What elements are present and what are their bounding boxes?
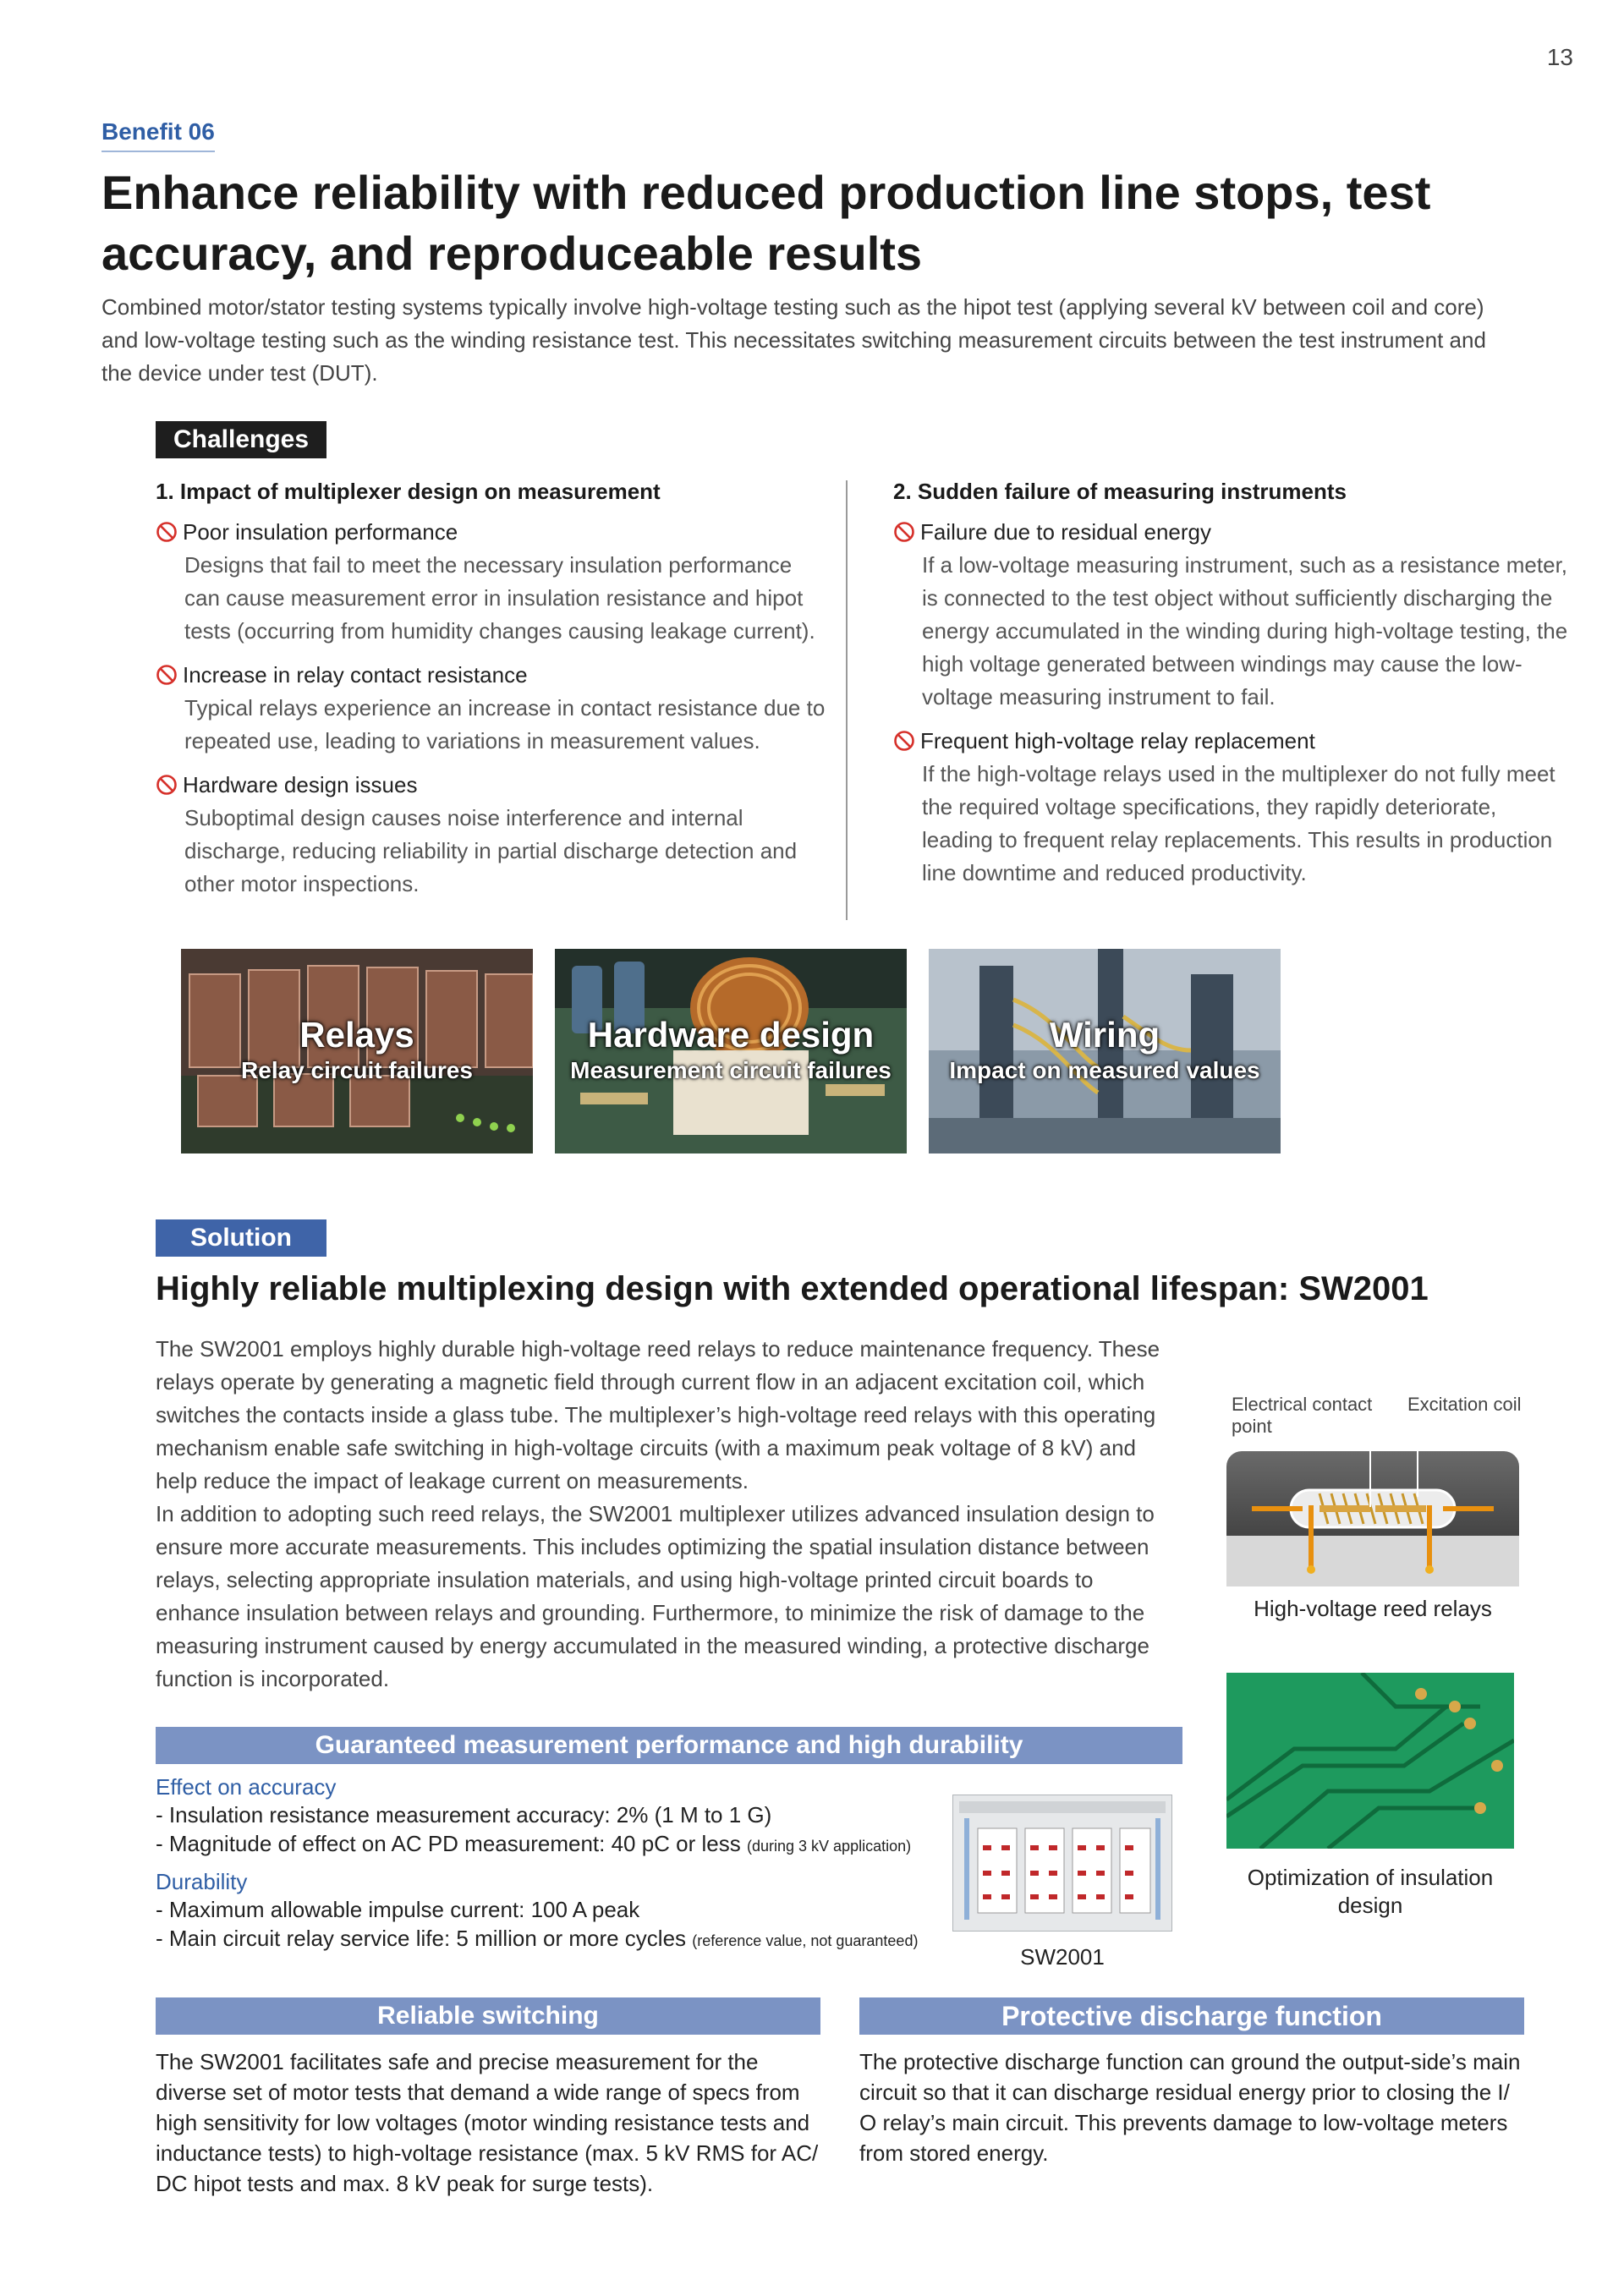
- reed-relay-caption: High-voltage reed relays: [1254, 1596, 1492, 1621]
- challenge-item-text: If a low-voltage measuring instrument, such as a resistance meter, is connected to the test object without sufficiently discharging the energy accumulated in the winding during high-voltage testing, the high voltage generated between windings may cause the low-voltage measuring instrument to fail.: [922, 552, 1568, 710]
- solution-title: Highly reliable multiplexing design with extended operational lifespan: SW2001: [156, 1270, 1429, 1307]
- challenge-item-text: Typical relays experience an increase in contact resistance due to repeated use, leading to variations in measurement values.: [184, 695, 826, 753]
- hardware-design-photo: [555, 949, 907, 1153]
- protective-discharge-bar: Protective discharge function: [859, 1997, 1524, 2035]
- page-number: 13: [1546, 44, 1573, 70]
- prohibited-icon: [156, 774, 178, 796]
- column-divider: [846, 480, 848, 920]
- spec-line: [156, 1829, 951, 1860]
- challenge-column-title: 1. Impact of multiplexer design on measurement: [156, 479, 661, 504]
- challenge-item-text: Designs that fail to meet the necessary insulation performance can cause measurement error in insulation resistance and hipot tests (occurring from humidity changes causing leakage current).: [184, 552, 815, 644]
- intro-paragraph: Combined motor/stator testing systems typically involve high-voltage testing such as the hipot test (applying several kV between coil and core) and low-voltage testing such as the winding resistance test. This necessitates switching measurement circuits between the test instrument and the device under test (DUT).: [102, 294, 1486, 386]
- photo-subtitle: Measurement circuit failures: [570, 1057, 892, 1083]
- spec-line: [156, 1924, 951, 1955]
- reliable-switching-bar: Reliable switching: [156, 1997, 820, 2035]
- challenge-item-label: Frequent high-voltage relay replacement: [920, 728, 1315, 753]
- spec-line: - Insulation resistance measurement accuracy: 2% (1 M to 1 G): [156, 1802, 772, 1827]
- spec-note: (during 3 kV application): [747, 1838, 912, 1855]
- challenge-column-multiplexer: [156, 479, 832, 901]
- solution-tag: Solution: [156, 1219, 326, 1257]
- prohibited-icon: [893, 730, 915, 752]
- spec-note: (reference value, not guaranteed): [692, 1932, 919, 1949]
- title-line-1: Enhance reliability with reduced production line stops, test: [102, 166, 1431, 219]
- sw2001-caption: SW2001: [1020, 1944, 1105, 1970]
- guarantee-bar: Guaranteed measurement performance and high durability: [156, 1727, 1182, 1764]
- prohibited-icon: [156, 664, 178, 686]
- reed-relay-diagram: [1226, 1451, 1519, 1586]
- challenge-item-head: [156, 517, 832, 547]
- challenge-item: [156, 517, 832, 648]
- challenge-item: [156, 770, 832, 901]
- spec-line: - Maximum allowable impulse current: 100 A peak: [156, 1897, 640, 1922]
- challenge-item-head: [156, 770, 832, 800]
- spec-text: - Magnitude of effect on AC PD measurement: 40 pC or less: [156, 1831, 741, 1856]
- protective-discharge-text: The protective discharge function can ground the output-side’s main circuit so that it can discharge residual energy prior to closing the I/ O relay’s main circuit. This prevents damage to low-voltage meters from stored energy.: [859, 2049, 1521, 2166]
- excitation-coil-label: Excitation coil: [1407, 1394, 1522, 1415]
- reliable-switching-text: The SW2001 facilitates safe and precise measurement for the diverse set of motor tests that demand a wide range of specs from high sensitivity for low voltages (motor winding resistance tests and inductance tests) to high-voltage resistance (max. 5 kV RMS for AC/ DC hipot tests and max. 8 kV peak for surge tests).: [156, 2049, 819, 2196]
- photo-subtitle: Impact on measured values: [949, 1057, 1260, 1083]
- challenge-column-title: 2. Sudden failure of measuring instruments: [893, 479, 1347, 504]
- electrical-contact-label: Electrical contact point: [1232, 1394, 1373, 1437]
- photo-title: Wiring: [1049, 1015, 1160, 1055]
- pcb-caption: Optimization of insulation design: [1247, 1865, 1494, 1918]
- challenge-item-head: [156, 660, 832, 690]
- challenge-column-instruments: [893, 479, 1570, 890]
- challenge-item: [156, 660, 832, 758]
- sw2001-device-image: [952, 1795, 1172, 1932]
- prohibited-icon: [893, 521, 915, 543]
- challenge-item-label: Increase in relay contact resistance: [183, 662, 528, 688]
- challenge-item-label: Hardware design issues: [183, 772, 418, 797]
- title-line-2: accuracy, and reproduceable results: [102, 227, 923, 280]
- challenge-item-label: Poor insulation performance: [183, 519, 458, 545]
- page-title: [102, 162, 1539, 284]
- solution-paragraph: The SW2001 employs highly durable high-voltage reed relays to reduce maintenance frequency. These relays operate by generating a magnetic field through current flow in an adjacent excitation coil, which switches the contacts inside a glass tube. The multiplexer’s high-voltage reed relays with this operating mechanism enable safe switching in high-voltage circuits (with a maximum peak voltage of 8 kV) and help reduce the impact of leakage current on measurements.: [156, 1336, 1160, 1493]
- photo-title: Relays: [299, 1015, 414, 1055]
- challenge-item-text: If the high-voltage relays used in the multiplexer do not fully meet the required voltage specifications, they rapidly deteriorate, leading to frequent relay replacements. This results in production line downtime and reduced productivity.: [922, 761, 1555, 885]
- challenge-item: [893, 726, 1570, 890]
- challenge-item-head: [893, 726, 1570, 756]
- solution-paragraph: In addition to adopting such reed relays, the SW2001 multiplexer utilizes advanced insulation design to ensure more accurate measurements. This includes optimizing the spatial insulation distance between relays, selecting appropriate insulation materials, and using high-voltage printed circuit boards to enhance insulation between relays and grounding. Furthermore, to minimize the risk of damage to the measuring instrument caused by energy accumulated in the measured winding, a protective discharge function is incorporated.: [156, 1501, 1155, 1691]
- challenge-item-text: Suboptimal design causes noise interference and internal discharge, reducing reliability in partial discharge detection and other motor inspections.: [184, 805, 798, 896]
- benefit-label: Benefit 06: [102, 118, 215, 152]
- accuracy-heading: Effect on accuracy: [156, 1774, 337, 1800]
- relays-photo: [181, 949, 533, 1153]
- spec-text: - Main circuit relay service life: 5 million or more cycles: [156, 1926, 687, 1951]
- guarantee-specs: [156, 1774, 951, 1955]
- challenge-item-head: [893, 517, 1570, 547]
- challenge-item: [893, 517, 1570, 714]
- photo-subtitle: Relay circuit failures: [241, 1057, 473, 1083]
- challenge-item-label: Failure due to residual energy: [920, 519, 1211, 545]
- challenges-tag: Challenges: [156, 421, 326, 458]
- insulation-pcb-image: [1226, 1673, 1514, 1849]
- photo-title: Hardware design: [587, 1015, 875, 1055]
- wiring-photo: [929, 949, 1281, 1153]
- durability-heading: Durability: [156, 1869, 248, 1894]
- prohibited-icon: [156, 521, 178, 543]
- solution-text: [156, 1333, 1179, 1696]
